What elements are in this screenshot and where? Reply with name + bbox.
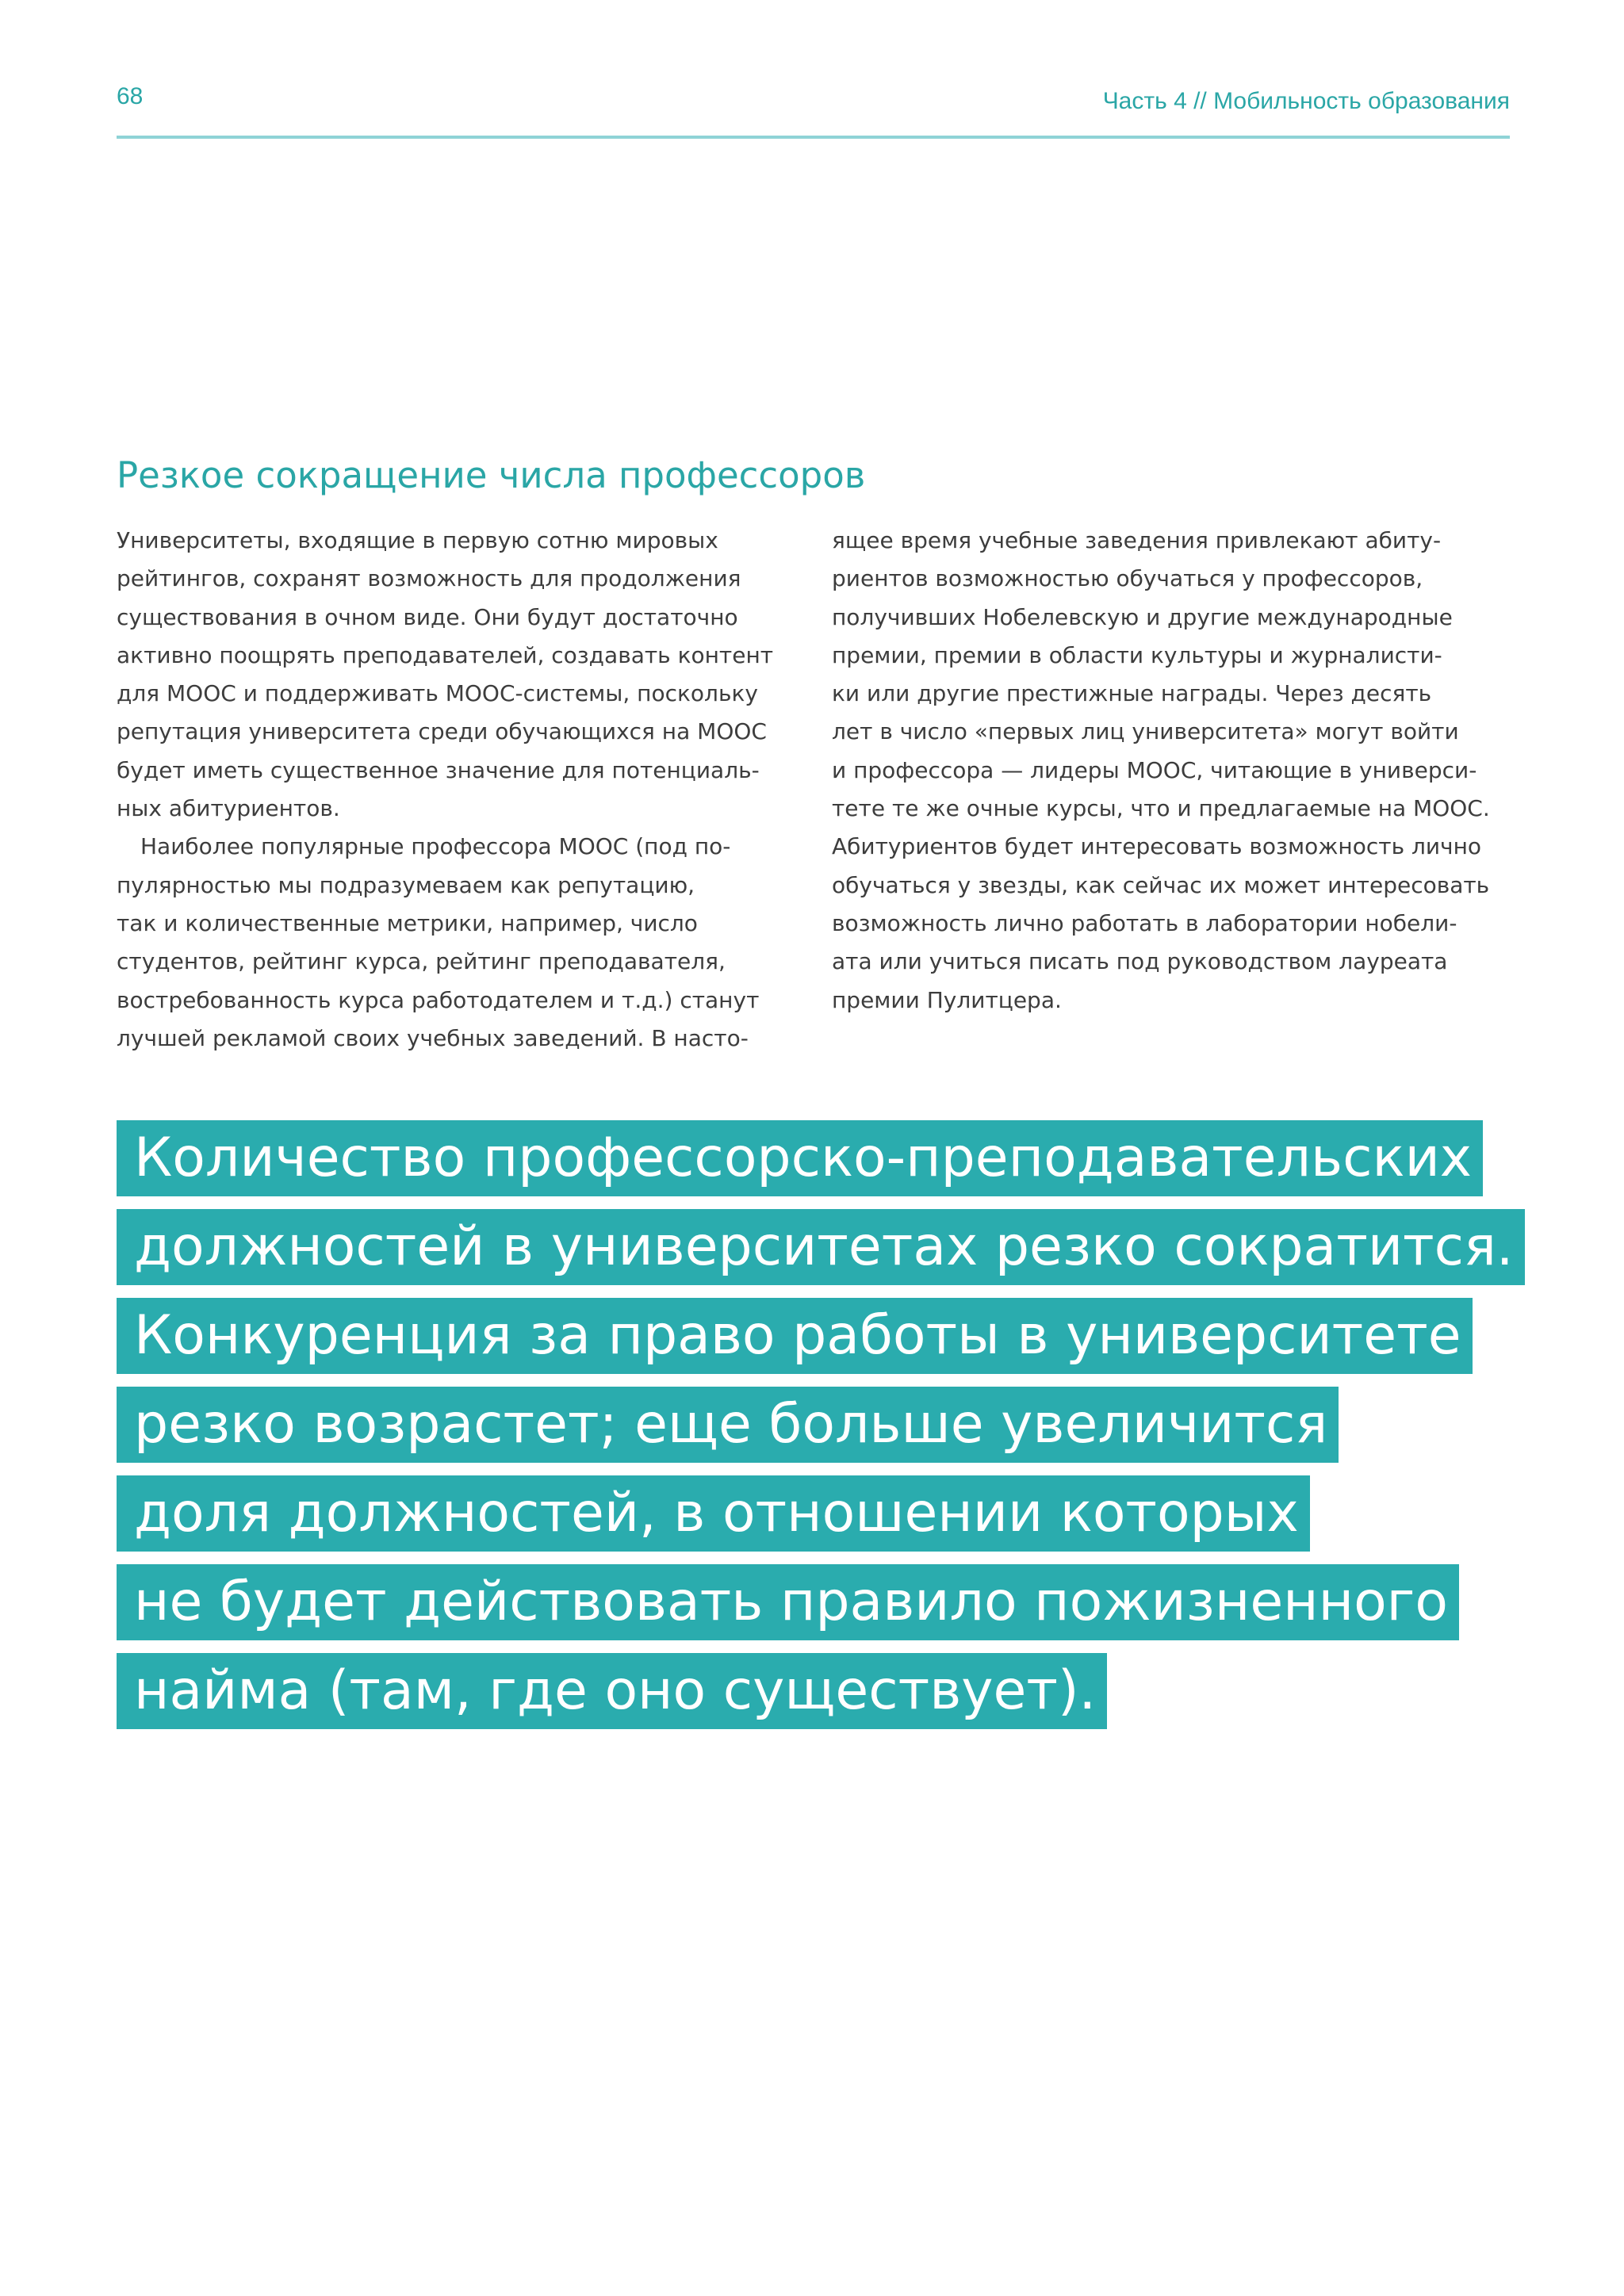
paragraph-line: для MOOC и поддерживать MOOC-системы, поскольку	[117, 680, 758, 707]
paragraph-line: репутация университета среди обучающихся на MOOC	[117, 718, 767, 745]
section-title: Резкое сокращение числа профессоров	[117, 454, 866, 496]
paragraph-line: пулярностью мы подразумеваем как репутацию,	[117, 871, 695, 898]
paragraph-line: рейтингов, сохранят возможность для продолжения	[117, 565, 741, 592]
paragraph-line: востребованность курса работодателем и т.д.) станут	[117, 986, 760, 1013]
pull-quote-line	[117, 1209, 1525, 1285]
pull-quote-text: должностей в университетах резко сократится.	[117, 1209, 1525, 1285]
pull-quote-text: Конкуренция за право работы в университете	[117, 1298, 1473, 1374]
pull-quote-line	[117, 1564, 1525, 1640]
left-column	[117, 522, 806, 1058]
paragraph-line: и профессора — лидеры MOOC, читающие в универси-	[832, 756, 1477, 783]
paragraph-line: Абитуриентов будет интересовать возможность лично	[832, 833, 1482, 860]
paragraph-line: тете те же очные курсы, что и предлагаемые на MOOC.	[832, 795, 1490, 822]
pull-quote-line	[117, 1475, 1525, 1552]
paragraph-line: премии, премии в области культуры и журналисти-	[832, 641, 1442, 668]
pull-quote-text: доля должностей, в отношении которых	[117, 1475, 1310, 1552]
paragraph-line: так и количественные метрики, например, число	[117, 909, 698, 936]
right-column	[832, 522, 1514, 1020]
pull-quote-line	[117, 1653, 1525, 1729]
paragraph-line: активно поощрять преподавателей, создавать контент	[117, 641, 774, 668]
paragraph-line: риентов возможностью обучаться у профессоров,	[832, 565, 1423, 592]
paragraph-line: студентов, рейтинг курса, рейтинг преподавателя,	[117, 948, 726, 975]
pull-quote-text: Количество профессорско-преподавательских	[117, 1120, 1483, 1196]
pull-quote-line	[117, 1298, 1525, 1374]
pull-quote-line	[117, 1120, 1525, 1196]
pull-quote-text: резко возрастет; еще больше увеличится	[117, 1387, 1339, 1463]
pull-quote-text: не будет действовать правило пожизненного	[117, 1564, 1459, 1640]
header-rule	[117, 136, 1510, 139]
pull-quote-text: найма (там, где оно существует).	[117, 1653, 1107, 1729]
paragraph-line: премии Пулитцера.	[832, 986, 1062, 1013]
paragraph-line: возможность лично работать в лаборатории нобели-	[832, 909, 1457, 936]
pull-quote-line	[117, 1387, 1525, 1463]
paragraph-line: ата или учиться писать под руководством лауреата	[832, 948, 1448, 975]
paragraph-line: лучшей рекламой своих учебных заведений. В насто-	[117, 1024, 749, 1051]
pull-quote	[117, 1120, 1525, 1742]
paragraph-line: существования в очном виде. Они будут достаточно	[117, 603, 738, 630]
running-header: Часть 4 // Мобильность образования	[1102, 88, 1510, 114]
paragraph-line: получивших Нобелевскую и другие международные	[832, 603, 1453, 630]
paragraph-line: ящее время учебные заведения привлекают абиту-	[832, 527, 1442, 553]
paragraph-line: Университеты, входящие в первую сотню мировых	[117, 527, 718, 553]
paragraph-line: обучаться у звезды, как сейчас их может интересовать	[832, 871, 1490, 898]
paragraph-line: ки или другие престижные награды. Через десять	[832, 680, 1432, 707]
paragraph-line: лет в число «первых лиц университета» могут войти	[832, 718, 1459, 745]
page-number: 68	[117, 83, 144, 109]
paragraph-line: ных абитуриентов.	[117, 795, 340, 822]
paragraph-line: будет иметь существенное значение для потенциаль-	[117, 756, 760, 783]
paragraph-line: Наиболее популярные профессора MOOC (под по-	[140, 833, 731, 860]
